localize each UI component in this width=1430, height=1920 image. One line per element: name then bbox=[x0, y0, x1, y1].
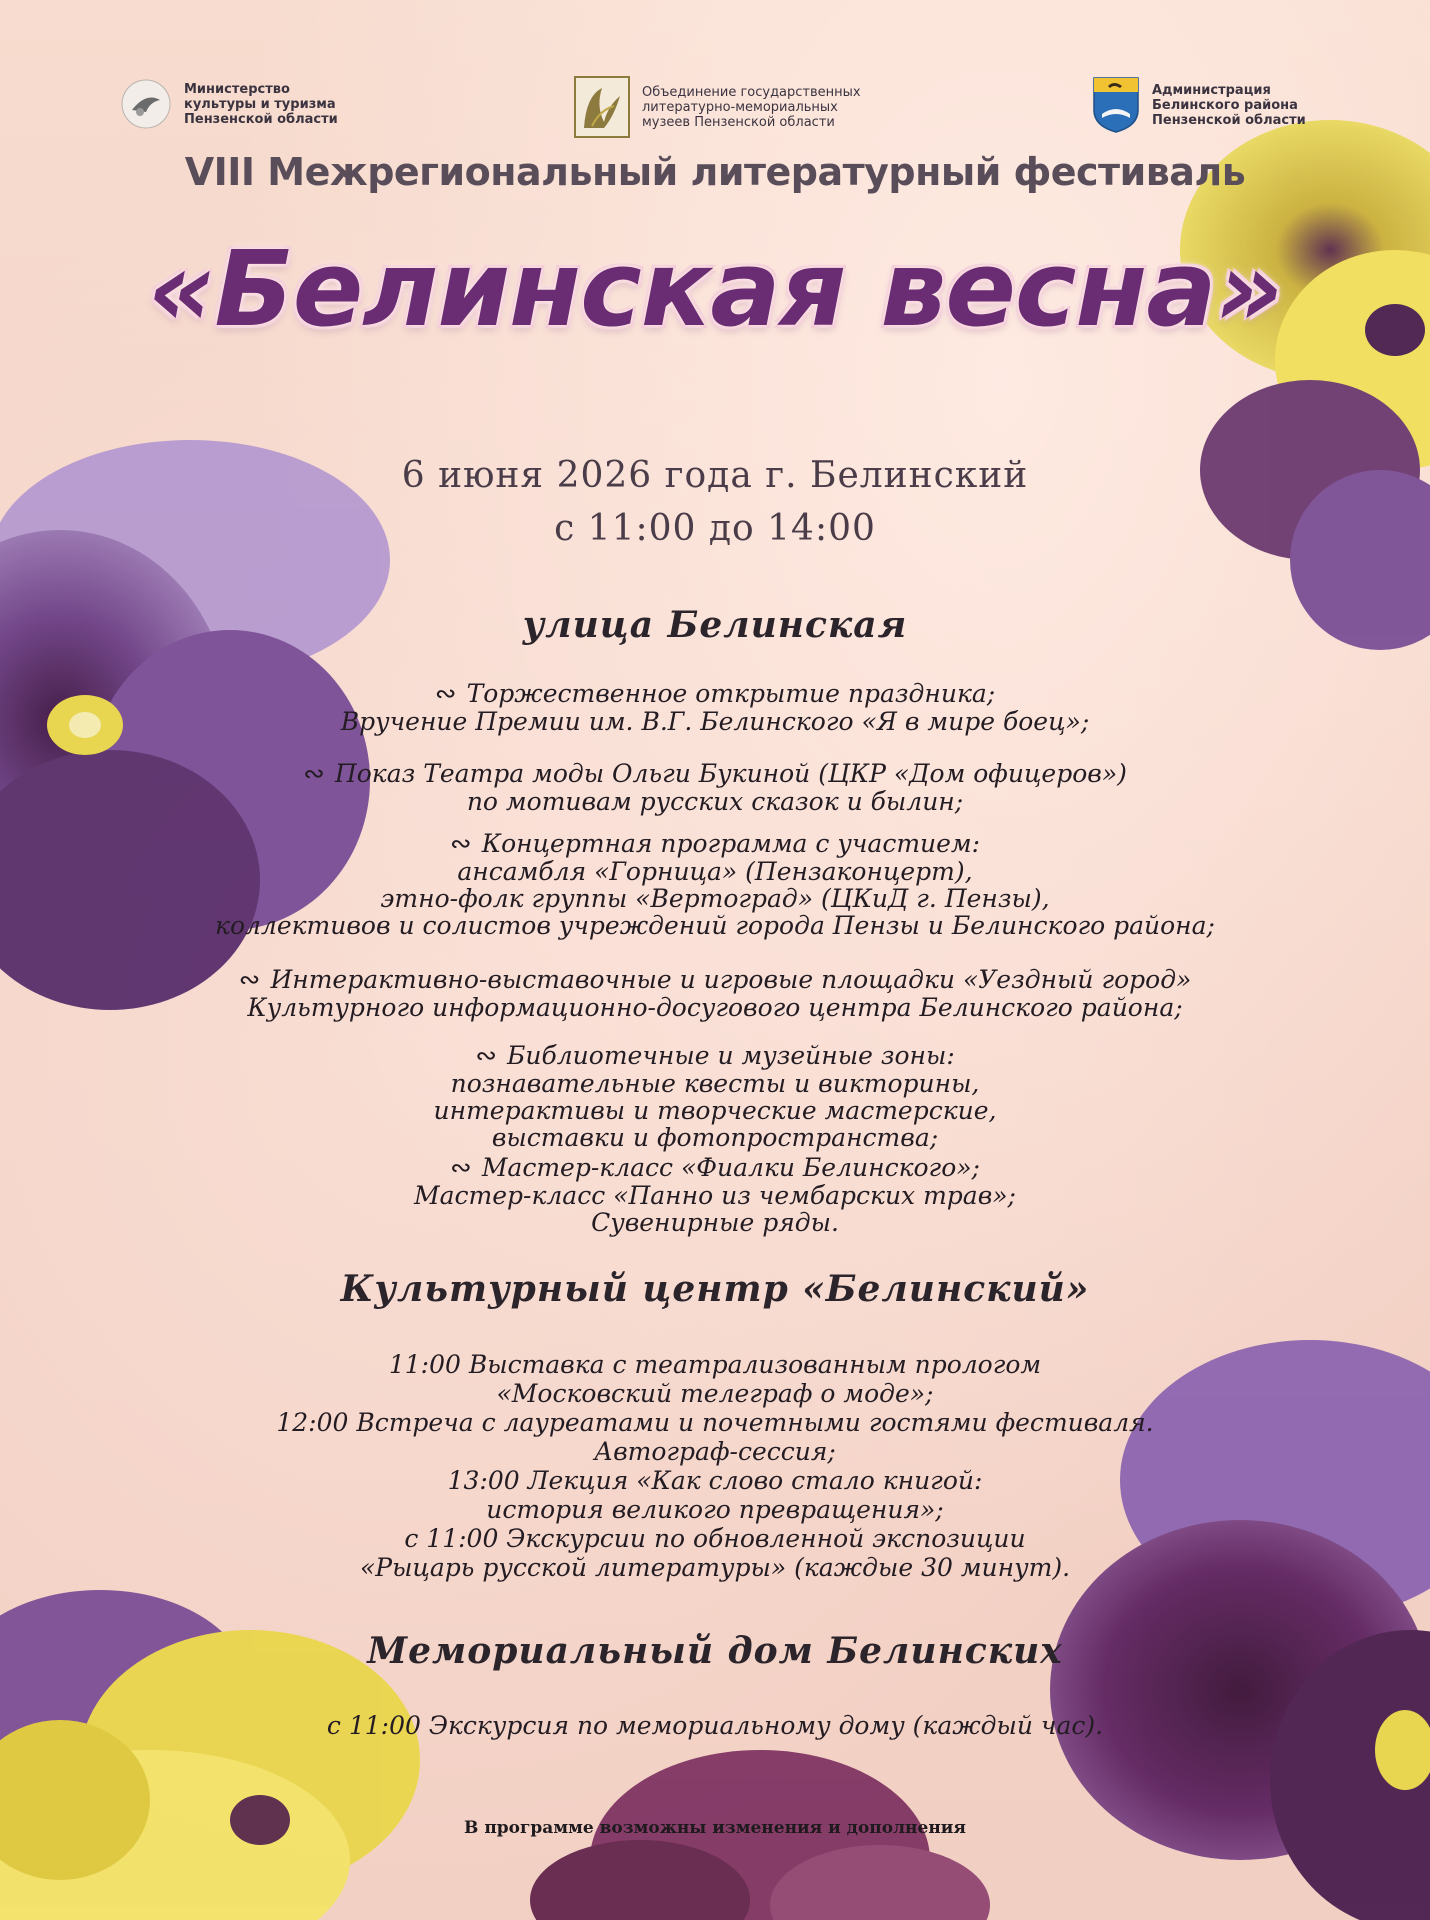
program-line: Мастер-класс «Панно из чембарских трав»; bbox=[414, 1181, 1016, 1210]
program-item bbox=[0, 966, 1430, 1021]
top-right-yellow-pansy bbox=[1180, 120, 1430, 650]
program-line: Сувенирные ряды. bbox=[591, 1208, 839, 1237]
program-changes-note: В программе возможны изменения и дополнения bbox=[464, 1818, 966, 1838]
festival-title: «Белинская весна» bbox=[147, 228, 1283, 350]
program-line: «Московский телеграф о моде»; bbox=[496, 1379, 934, 1408]
program-line: выставки и фотопространства; bbox=[491, 1123, 939, 1152]
program-line: история великого превращения»; bbox=[486, 1495, 944, 1524]
program-line: Автограф-сессия; bbox=[594, 1437, 836, 1466]
swirl-bullet-icon: ∾ bbox=[303, 759, 325, 789]
program-line: Мастер-класс «Фиалки Белинского»; bbox=[481, 1153, 980, 1182]
administration-logo-block bbox=[1092, 76, 1306, 134]
program-line: Торжественное открытие праздника; bbox=[466, 679, 996, 708]
event-time: с 11:00 до 14:00 bbox=[554, 508, 876, 549]
swirl-bullet-icon: ∾ bbox=[449, 829, 472, 859]
program-line: с 11:00 Экскурсии по обновленной экспозиции bbox=[404, 1524, 1026, 1553]
program-line: Вручение Премии им. В.Г. Белинского «Я в мире боец»; bbox=[340, 707, 1090, 736]
program-line: ансамбля «Горница» (Пензаконцерт), bbox=[457, 857, 973, 886]
ministry-emblem-icon bbox=[120, 78, 172, 130]
program-item bbox=[0, 1042, 1430, 1151]
program-line: Показ Театра моды Ольги Букиной (ЦКР «Дом офицеров») bbox=[334, 759, 1127, 788]
program-line: Библиотечные и музейные зоны: bbox=[507, 1041, 955, 1070]
program-line: 13:00 Лекция «Как слово стало книгой: bbox=[447, 1466, 983, 1495]
ministry-logo-block bbox=[120, 78, 338, 130]
program-line: по мотивам русских сказок и былин; bbox=[466, 787, 964, 816]
program-line: Культурного информационно-досугового центра Белинского района; bbox=[247, 993, 1183, 1022]
swirl-bullet-icon: ∾ bbox=[475, 1041, 498, 1071]
memorial-house-program-line: с 11:00 Экскурсия по мемориальному дому (каждый час). bbox=[326, 1711, 1104, 1740]
section-title-cultural-center: Культурный центр «Белинский» bbox=[340, 1268, 1090, 1310]
program-line: интерактивы и творческие мастерские, bbox=[433, 1096, 997, 1125]
swirl-bullet-icon: ∾ bbox=[434, 679, 457, 709]
administration-coat-of-arms-icon bbox=[1092, 76, 1140, 134]
cultural-center-program bbox=[0, 1350, 1430, 1582]
section-title-belinskaya-street: улица Белинская bbox=[522, 604, 908, 646]
swirl-bullet-icon: ∾ bbox=[238, 965, 261, 995]
program-line: 11:00 Выставка с театрализованным прологом bbox=[388, 1350, 1042, 1379]
festival-subtitle: VIII Межрегиональный литературный фестиваль bbox=[184, 150, 1246, 194]
program-line: Интерактивно-выставочные и игровые площадки «Уездный город» bbox=[270, 965, 1192, 994]
association-logo-text: Объединение государственных литературно-мемориальных музеев Пензенской области bbox=[642, 84, 861, 130]
event-date: 6 июня 2026 года г. Белинский bbox=[401, 455, 1029, 496]
association-logo-block bbox=[574, 76, 861, 138]
association-emblem-icon bbox=[574, 76, 630, 138]
program-line: коллективов и солистов учреждений города Пензы и Белинского района; bbox=[215, 911, 1215, 940]
swirl-bullet-icon: ∾ bbox=[450, 1153, 472, 1183]
program-item bbox=[0, 1154, 1430, 1236]
program-line: 12:00 Встреча с лауреатами и почетными гостями фестиваля. bbox=[276, 1408, 1154, 1437]
program-line: познавательные квесты и викторины, bbox=[450, 1069, 980, 1098]
program-line: Концертная программа с участием: bbox=[481, 829, 981, 858]
section-title-memorial-house: Мемориальный дом Белинских bbox=[367, 1630, 1063, 1672]
program-line: «Рыцарь русской литературы» (каждые 30 минут). bbox=[359, 1553, 1071, 1582]
program-item bbox=[0, 830, 1430, 939]
administration-logo-text: Администрация Белинского района Пензенской области bbox=[1152, 82, 1306, 128]
ministry-logo-text: Министерство культуры и туризма Пензенской области bbox=[184, 81, 338, 127]
program-item bbox=[0, 760, 1430, 815]
program-item bbox=[0, 680, 1430, 735]
program-line: этно-фолк группы «Вертоград» (ЦКиД г. Пензы), bbox=[380, 884, 1050, 913]
